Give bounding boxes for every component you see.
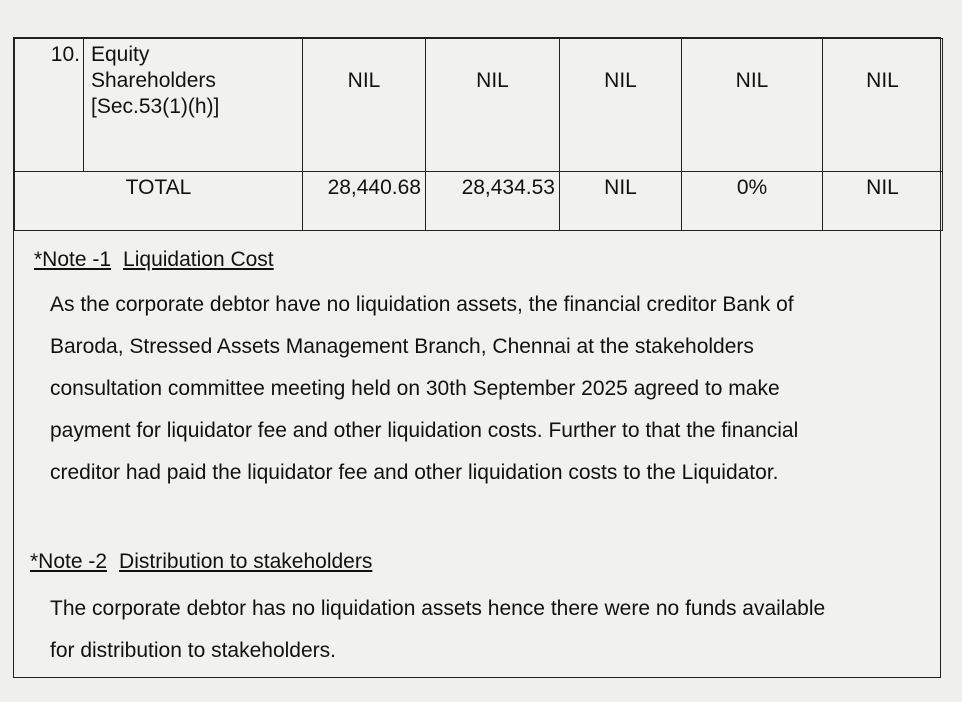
total-label: TOTAL: [15, 172, 303, 231]
notes-section: [14, 198, 942, 679]
table-cell: NIL: [426, 39, 560, 172]
note-marker: *Note -1: [34, 248, 112, 271]
category-line: Equity: [91, 43, 150, 66]
total-cell: NIL: [823, 172, 943, 231]
note-title: Liquidation Cost: [123, 248, 274, 271]
note-2-heading: [30, 550, 372, 574]
row-number: 10.: [15, 39, 84, 172]
category-line: Shareholders: [91, 69, 216, 92]
note-2-body: [50, 588, 942, 672]
table-cell: NIL: [303, 39, 426, 172]
document-page: [13, 37, 941, 678]
note-line: for distribution to stakeholders.: [50, 639, 336, 662]
note-marker: *Note -2: [30, 550, 108, 573]
note-line: Baroda, Stressed Assets Management Branch, Chennai at the stakeholders: [50, 335, 754, 358]
category-line: [Sec.53(1)(h)]: [91, 95, 220, 118]
note-line: As the corporate debtor have no liquidation assets, the financial creditor Bank of: [50, 293, 794, 316]
table-row: [15, 39, 943, 172]
note-1-body: [50, 284, 942, 494]
stakeholder-category: [84, 39, 303, 172]
note-line: payment for liquidator fee and other liquidation costs. Further to that the financial: [50, 419, 799, 442]
total-cell: 28,434.53: [426, 172, 560, 231]
total-cell: 28,440.68: [303, 172, 426, 231]
table-cell: NIL: [823, 39, 943, 172]
total-cell: 0%: [682, 172, 823, 231]
table-cell: NIL: [682, 39, 823, 172]
note-line: consultation committee meeting held on 30th September 2025 agreed to make: [50, 377, 780, 400]
note-line: The corporate debtor has no liquidation assets hence there were no funds available: [50, 597, 826, 620]
total-cell: NIL: [560, 172, 682, 231]
note-line: creditor had paid the liquidator fee and other liquidation costs to the Liquidator.: [50, 461, 779, 484]
note-title: Distribution to stakeholders: [119, 550, 373, 573]
note-1-heading: [34, 248, 274, 272]
table-cell: NIL: [560, 39, 682, 172]
